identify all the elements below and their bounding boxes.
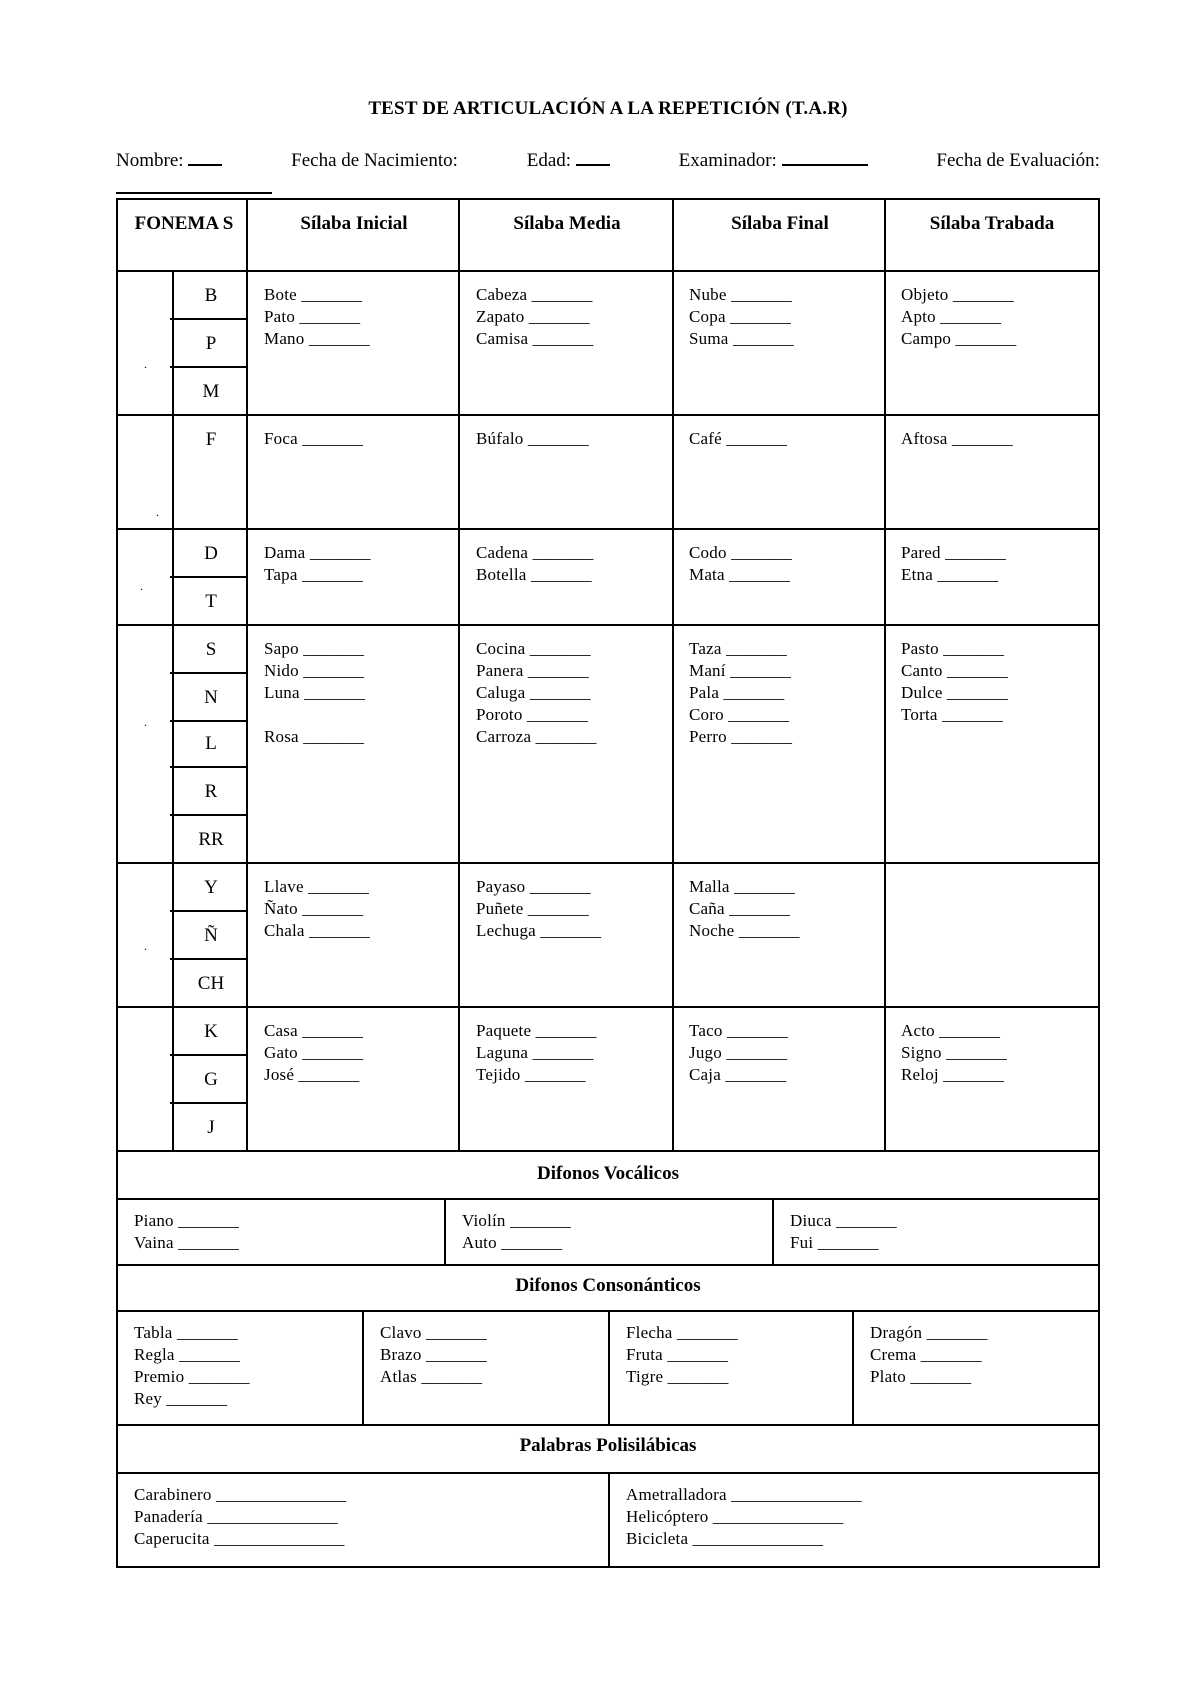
fecha-evaluacion-blank[interactable] — [116, 192, 272, 194]
words-inicial-f — [264, 428, 363, 450]
word-item[interactable]: Jugo _______ — [689, 1043, 788, 1062]
word-item[interactable]: Torta _______ — [901, 705, 1003, 724]
word-item[interactable]: Panera _______ — [476, 661, 589, 680]
word-item[interactable]: Bicicleta _______________ — [626, 1529, 824, 1548]
examinador-field[interactable]: Examinador: — [679, 150, 868, 172]
word-item[interactable]: Campo _______ — [901, 329, 1017, 348]
fonema-enie: Ñ — [204, 925, 218, 946]
fonema-r: R — [204, 781, 218, 802]
fonema-ch: CH — [197, 973, 225, 994]
word-item[interactable]: Chala _______ — [264, 921, 371, 940]
consonanticos-col-1 — [134, 1322, 250, 1410]
vocalicos-col-3 — [790, 1210, 897, 1254]
word-item[interactable]: Fruta _______ — [626, 1345, 729, 1364]
word-item[interactable]: Lechuga _______ — [476, 921, 602, 940]
words-media-kgj — [476, 1020, 597, 1086]
word-item[interactable]: Flecha _______ — [626, 1323, 738, 1342]
word-item[interactable]: Apto _______ — [901, 307, 1002, 326]
words-trabada-kgj — [901, 1020, 1007, 1086]
header-silaba-trabada: Sílaba Trabada — [929, 213, 1055, 234]
word-item[interactable]: Piano _______ — [134, 1211, 240, 1230]
word-item[interactable]: Puñete _______ — [476, 899, 589, 918]
fecha-evaluacion-field[interactable]: Fecha de Evaluación: — [936, 150, 1100, 171]
fonema-p: P — [205, 333, 217, 354]
word-item[interactable]: Panadería _______________ — [134, 1507, 338, 1526]
consonanticos-col-2 — [380, 1322, 487, 1388]
fonema-rr: RR — [198, 829, 224, 850]
words-trabada-snlr — [901, 638, 1008, 726]
word-item[interactable]: Caña _______ — [689, 899, 791, 918]
section-difonos-consonanticos: Difonos Consonánticos — [515, 1275, 701, 1296]
fonema-f: F — [205, 429, 217, 450]
word-item[interactable]: Reloj _______ — [901, 1065, 1005, 1084]
fonema-y: Y — [204, 877, 218, 898]
word-item[interactable]: Mata _______ — [689, 565, 791, 584]
word-item[interactable]: Zapato _______ — [476, 307, 590, 326]
word-item[interactable]: Coro _______ — [689, 705, 790, 724]
words-trabada-f — [901, 428, 1013, 450]
header-fields — [116, 150, 1100, 174]
fecha-nacimiento-field[interactable]: Fecha de Nacimiento: — [291, 150, 458, 171]
word-item[interactable]: Paquete _______ — [476, 1021, 597, 1040]
header-fonemas: FONEMA S — [134, 213, 234, 234]
words-inicial-kgj — [264, 1020, 363, 1086]
word-item[interactable]: Plato _______ — [870, 1367, 972, 1386]
words-media-bpm — [476, 284, 594, 350]
word-item[interactable]: Cabeza _______ — [476, 285, 593, 304]
word-item[interactable]: Clavo _______ — [380, 1323, 487, 1342]
section-difonos-vocalicos: Difonos Vocálicos — [537, 1163, 679, 1184]
word-item[interactable]: Suma _______ — [689, 329, 794, 348]
fonema-n: N — [204, 687, 218, 708]
word-item[interactable]: Mano _______ — [264, 329, 370, 348]
word-item[interactable]: Canto _______ — [901, 661, 1008, 680]
word-item[interactable]: Violín _______ — [462, 1211, 571, 1230]
word-item[interactable]: Taza _______ — [689, 639, 787, 658]
evaluation-table: FONEMA S Sílaba Inicial Sílaba Media Sílaba Final Sílaba Trabada . . . . . B P M F D T S N L R RR Y Ñ CH K G J Bote _______ Pato _______ Mano _______ Cabeza _______ Zapato _______ Camisa _______ Nube _______ Copa _______ Suma _______ Objeto _______ Apto _______ Campo _______ Foca _______ Búfalo _______ Café _______ Aftosa _______ Dama _______ Tapa _______ Cadena _______ Botella _______ Codo _______ Mata _______ Pared _______ Etna _______ Sapo _______ Nido _______ Luna _______ Rosa _______ Cocina _______ Panera _______ Caluga _______ Poroto _______ Carroza _______ Taza _______ Maní _______ Pala _______ Coro _______ Perro _______ Pasto _______ Canto _______ Dulce _______ Torta _______ Llave _______ Ñato _______ Chala _______ Payaso _______ Puñete _______ Lechuga _______ Malla _______ Caña _______ Noche _______ Casa _______ Gato _______ José _______ Paquete _______ Laguna _______ Tejido _______ Taco _______ Jugo _______ Caja _______ Acto _______ Signo _______ Reloj _______ Difonos Vocálicos Piano _______ Vaina _______ Violín _______ Auto _______ Diuca _______ Fui _______ Difonos Consonánticos Tabla _______ Regla _______ Premio _______ Rey _______ Clavo _______ Brazo _______ Atlas _______ Flecha _______ Fruta _______ Tigre _______ Dragón _______ Crema _______ Plato _______ Palabras Polisilábicas Carabinero _______________ Panadería _______________ Caperucita _______________ Ametralladora _______________ Helicóptero _______________ Bicicleta _______________ — [116, 198, 1100, 1568]
word-item[interactable]: Premio _______ — [134, 1367, 250, 1386]
word-item[interactable]: Atlas _______ — [380, 1367, 483, 1386]
header-silaba-media: Sílaba Media — [513, 213, 621, 234]
fonema-g: G — [204, 1069, 218, 1090]
word-item[interactable]: Cadena _______ — [476, 543, 594, 562]
word-item[interactable]: Copa _______ — [689, 307, 792, 326]
word-item[interactable]: Caluga _______ — [476, 683, 591, 702]
word-item[interactable]: Tejido _______ — [476, 1065, 586, 1084]
word-item[interactable]: Cocina _______ — [476, 639, 591, 658]
words-final-kgj — [689, 1020, 788, 1086]
consonanticos-col-3 — [626, 1322, 738, 1388]
polisilabicas-col-2 — [626, 1484, 862, 1550]
word-item[interactable]: Casa _______ — [264, 1021, 364, 1040]
words-inicial-ych — [264, 876, 370, 942]
page-title: TEST DE ARTICULACIÓN A LA REPETICIÓN (T.A.R) — [368, 98, 848, 119]
words-media-dt — [476, 542, 594, 586]
word-item[interactable]: Pato _______ — [264, 307, 361, 326]
word-item[interactable]: Llave _______ — [264, 877, 370, 896]
word-item[interactable]: Regla _______ — [134, 1345, 241, 1364]
word-item[interactable]: Pala _______ — [689, 683, 785, 702]
word-item[interactable]: Maní _______ — [689, 661, 792, 680]
word-item[interactable]: Poroto _______ — [476, 705, 588, 724]
nombre-field[interactable]: Nombre: — [116, 150, 222, 172]
section-palabras-polisilabicas: Palabras Polisilábicas — [519, 1435, 697, 1456]
word-item[interactable]: Crema _______ — [870, 1345, 982, 1364]
words-inicial-dt — [264, 542, 371, 586]
word-item[interactable]: Ametralladora _______________ — [626, 1485, 862, 1504]
word-item[interactable]: Dama _______ — [264, 543, 371, 562]
word-item[interactable]: Diuca _______ — [790, 1211, 897, 1230]
words-trabada-dt — [901, 542, 1006, 586]
word-item[interactable]: Bote _______ — [264, 285, 363, 304]
word-item[interactable]: Dragón _______ — [870, 1323, 988, 1342]
word-item[interactable]: Noche _______ — [689, 921, 800, 940]
word-item[interactable]: Camisa _______ — [476, 329, 594, 348]
word-item[interactable]: Helicóptero _______________ — [626, 1507, 844, 1526]
fonema-t: T — [205, 591, 217, 612]
word-item[interactable]: Nube _______ — [689, 285, 792, 304]
words-final-dt — [689, 542, 792, 586]
word-item[interactable]: Tabla _______ — [134, 1323, 238, 1342]
word-item[interactable]: Laguna _______ — [476, 1043, 594, 1062]
word-item[interactable]: Café _______ — [689, 429, 788, 448]
word-item[interactable]: Tigre _______ — [626, 1367, 729, 1386]
word-item[interactable]: Payaso _______ — [476, 877, 591, 896]
words-final-snlr — [689, 638, 792, 748]
word-item[interactable]: Foca _______ — [264, 429, 364, 448]
word-item[interactable]: Aftosa _______ — [901, 429, 1013, 448]
vocalicos-col-2 — [462, 1210, 571, 1254]
words-media-snlr — [476, 638, 597, 748]
polisilabicas-col-1 — [134, 1484, 346, 1550]
word-item[interactable]: Ñato _______ — [264, 899, 364, 918]
word-item[interactable]: Sapo _______ — [264, 639, 365, 658]
words-final-bpm — [689, 284, 794, 350]
fonema-s: S — [205, 639, 217, 660]
words-media-f — [476, 428, 589, 450]
word-item[interactable]: Botella _______ — [476, 565, 592, 584]
word-item[interactable]: Caperucita _______________ — [134, 1529, 345, 1548]
word-item[interactable]: Gato _______ — [264, 1043, 364, 1062]
word-item[interactable]: Tapa _______ — [264, 565, 363, 584]
word-item[interactable]: José _______ — [264, 1065, 360, 1084]
word-item[interactable]: Búfalo _______ — [476, 429, 589, 448]
word-item[interactable]: Taco _______ — [689, 1021, 788, 1040]
word-item[interactable]: Acto _______ — [901, 1021, 1001, 1040]
word-item[interactable]: Carabinero _______________ — [134, 1485, 347, 1504]
words-inicial-bpm — [264, 284, 370, 350]
fonema-j: J — [207, 1117, 215, 1138]
words-trabada-bpm — [901, 284, 1016, 350]
word-item[interactable]: Pared _______ — [901, 543, 1007, 562]
word-item[interactable]: Perro _______ — [689, 727, 793, 746]
word-item[interactable]: Codo _______ — [689, 543, 792, 562]
word-item[interactable]: Vaina _______ — [134, 1233, 240, 1252]
words-inicial-snlr — [264, 638, 365, 748]
word-item[interactable]: Fui _______ — [790, 1233, 879, 1252]
words-media-ych — [476, 876, 601, 942]
fonema-k: K — [204, 1021, 218, 1042]
word-item[interactable]: Auto _______ — [462, 1233, 563, 1252]
word-item[interactable]: Caja _______ — [689, 1065, 787, 1084]
word-item[interactable]: Etna _______ — [901, 565, 999, 584]
fonema-l: L — [205, 733, 217, 754]
word-item[interactable]: Signo _______ — [901, 1043, 1008, 1062]
word-item[interactable]: Luna _______ — [264, 683, 366, 702]
header-silaba-final: Sílaba Final — [731, 213, 829, 234]
word-item[interactable]: Malla _______ — [689, 877, 796, 896]
words-final-f — [689, 428, 787, 450]
words-final-ych — [689, 876, 800, 942]
consonanticos-col-4 — [870, 1322, 988, 1388]
edad-field[interactable]: Edad: — [527, 150, 610, 172]
word-item[interactable]: Pasto _______ — [901, 639, 1005, 658]
word-item[interactable]: Dulce _______ — [901, 683, 1008, 702]
word-item[interactable]: Nido _______ — [264, 661, 365, 680]
word-item[interactable]: Objeto _______ — [901, 285, 1014, 304]
word-item[interactable]: Carroza _______ — [476, 727, 597, 746]
word-item[interactable]: Brazo _______ — [380, 1345, 487, 1364]
word-item[interactable]: Rosa _______ — [264, 727, 365, 746]
fonema-b: B — [204, 285, 218, 306]
fonema-m: M — [202, 381, 220, 402]
vocalicos-col-1 — [134, 1210, 239, 1254]
word-item[interactable]: Rey _______ — [134, 1389, 228, 1408]
fonema-d: D — [204, 543, 218, 564]
header-silaba-inicial: Sílaba Inicial — [300, 213, 408, 234]
